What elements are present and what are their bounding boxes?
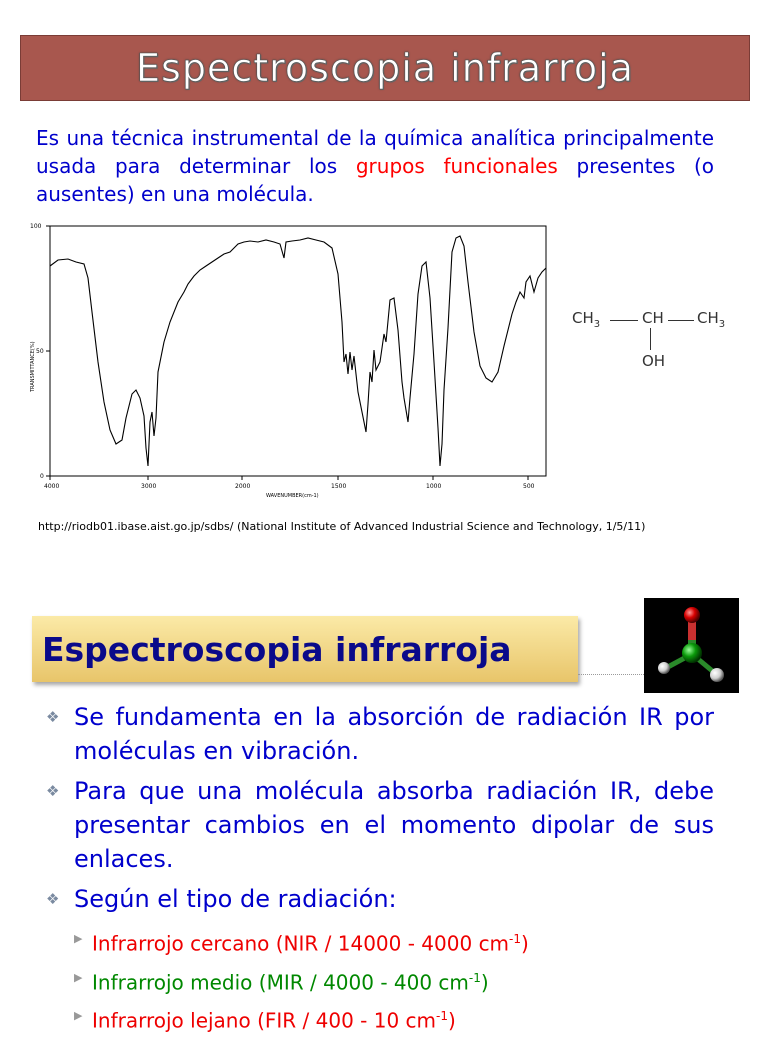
formula-bond-right [668,320,694,321]
y-axis-label: TRANSMITTANCE(%) [30,341,36,392]
y-tick-label-50: 50 [36,348,44,355]
hydrogen-atom-left [658,662,670,674]
x-tick-label-1500: 1500 [331,483,347,490]
bullet-list [44,700,714,1038]
formula-ch-center: CH [642,309,664,327]
diamond-bullet-icon: ❖ [46,890,60,908]
spectrum-trace [50,236,546,466]
sub-item-nir: ▶ Infrarrojo cercano (NIR / 14000 - 4000 $cm^{-1}$) [44,922,714,961]
bullet-item: ❖ Para que una molécula absorba radiación IR, debe presentar cambios en el momento dipolar de sus enlaces. [44,774,714,876]
bullet-item: ❖ Se fundamenta en la absorción de radiación IR por moléculas en vibración. [44,700,714,768]
x-tick-label-4000: 4000 [44,483,60,490]
x-tick-label-1000: 1000 [426,483,442,490]
formula-ch3-right: $CH_3$ [697,309,726,330]
triangle-bullet-icon: ▶ [74,932,83,945]
bullet-item: ❖ Según el tipo de radiación: [44,882,714,916]
formula-bond-left [610,320,638,321]
diamond-bullet-icon: ❖ [46,708,60,726]
x-axis-label: WAVENUMBER(cm-1) [266,493,319,498]
sub-item-mir: ▶ Infrarrojo medio (MIR / 4000 - 400 $cm^{-1}$) [44,961,714,1000]
source-citation: http://riodb01.ibase.aist.go.jp/sdbs/ (National Institute of Advanced Industrial Science and Technology, 1/5/11) [38,520,646,533]
y-tick-label-0: 0 [40,473,44,480]
hydrogen-atom-right [710,668,724,682]
slide1-title-bar [20,35,750,101]
formula-ch3-left: $CH_3$ [572,309,601,330]
slide2-title-box [32,616,578,682]
slide1-title: Espectroscopia infrarroja [136,46,634,90]
triangle-bullet-icon: ▶ [74,1009,83,1023]
triangle-bullet-icon: ▶ [74,970,83,984]
sub-item-fir: ▶ Infrarrojo lejano (FIR / 400 - 10 $cm^{-1}$) [44,999,714,1038]
slide2-title: Espectroscopia infrarroja [42,629,512,669]
intro-paragraph [36,124,714,208]
x-tick-label-500: 500 [523,483,535,490]
formula-bond-vertical [650,328,651,350]
oxygen-atom [684,607,700,623]
intro-text-2: presentes (o ausentes) en una molécula. [36,154,714,206]
ir-spectrum [28,222,552,498]
y-tick-label-100: 100 [30,223,42,230]
intro-text-1: Es una técnica instrumental de la química analítica principalmente usada para determinar los [36,126,714,178]
intro-highlight: grupos funcionales [355,154,558,178]
spectrum-frame [50,226,546,476]
diamond-bullet-icon: ❖ [46,782,60,800]
molecule-3d-image [644,598,739,693]
formula-oh: OH [642,352,666,370]
isopropanol-formula [570,300,750,380]
x-tick-label-2000: 2000 [235,483,251,490]
x-tick-label-3000: 3000 [141,483,157,490]
carbon-atom [682,643,702,663]
